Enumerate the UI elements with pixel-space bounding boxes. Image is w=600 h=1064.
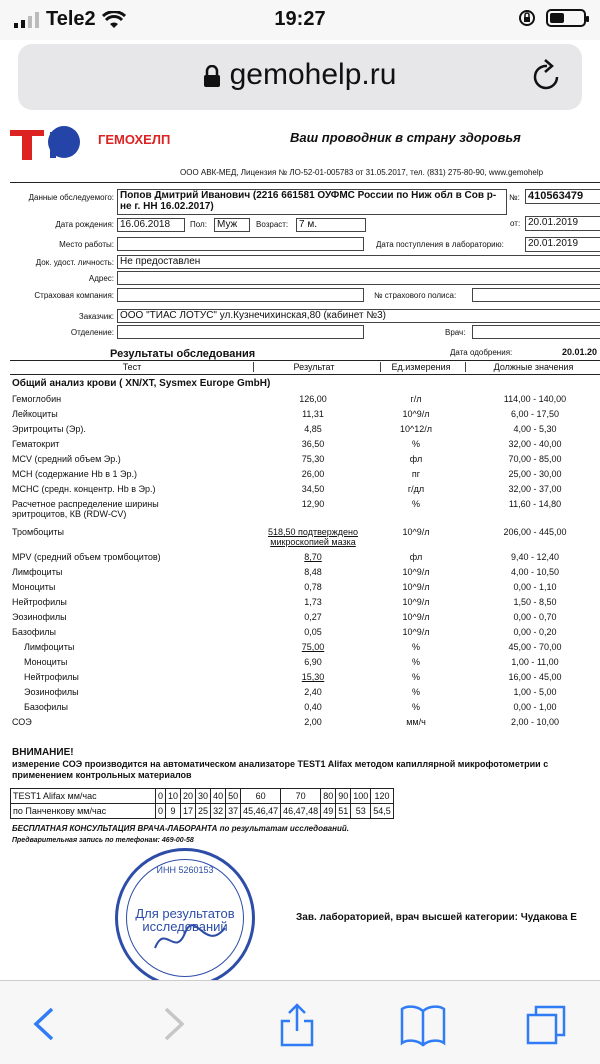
test-name: MPV (средний объем тромбоцитов) bbox=[12, 552, 161, 562]
tabs-icon[interactable] bbox=[522, 1001, 572, 1047]
test-result: 26,00 bbox=[301, 469, 325, 479]
esr-cell: 20 bbox=[181, 789, 196, 804]
sex: Муж bbox=[214, 218, 250, 232]
test-result: 12,90 bbox=[301, 499, 325, 509]
test-reference: 16,00 - 45,00 bbox=[508, 672, 562, 682]
test-result: 15,30 bbox=[301, 672, 325, 682]
test-unit: 10^9/л bbox=[402, 527, 430, 537]
clock: 19:27 bbox=[274, 8, 326, 30]
test-name: Гематокрит bbox=[12, 439, 60, 449]
test-name: MCV (средний объем Эр.) bbox=[12, 454, 121, 464]
age: 7 м. bbox=[296, 218, 366, 232]
esr-cell: 51 bbox=[336, 804, 351, 819]
table-row bbox=[0, 627, 600, 642]
test-name: Эритроциты (Эр). bbox=[12, 424, 86, 434]
test-unit: 10^9/л bbox=[402, 567, 430, 577]
test-reference: 1,00 - 5,00 bbox=[513, 687, 557, 697]
approval-label: Дата одобрения: bbox=[450, 348, 513, 357]
address-field bbox=[117, 271, 600, 285]
esr-cell: 90 bbox=[336, 789, 351, 804]
test-name: Тромбоциты bbox=[12, 527, 65, 537]
test-result: 11,31 bbox=[302, 409, 324, 419]
stamp-text: Для результатов исследований bbox=[135, 906, 235, 934]
gemohelp-logo-icon bbox=[10, 126, 96, 160]
col-result: Результат bbox=[253, 362, 374, 372]
work-field bbox=[117, 237, 364, 251]
esr-cell: 60 bbox=[241, 789, 281, 804]
test-reference: 0,00 - 1,10 bbox=[513, 582, 557, 592]
test-result: 34,50 bbox=[301, 484, 325, 494]
test-unit: пг bbox=[411, 469, 421, 479]
test-result: 0,78 bbox=[304, 582, 322, 592]
test-name: Нейтрофилы bbox=[24, 672, 79, 682]
label-work: Место работы: bbox=[59, 240, 114, 249]
esr-row bbox=[11, 804, 394, 819]
test-reference: 0,00 - 0,70 bbox=[513, 612, 557, 622]
esr-cell: 17 bbox=[181, 804, 196, 819]
table-row bbox=[0, 687, 600, 702]
test-reference: 45,00 - 70,00 bbox=[508, 642, 562, 652]
test-name: Моноциты bbox=[24, 657, 68, 667]
esr-cell: 54,5 bbox=[371, 804, 394, 819]
test-unit: % bbox=[411, 439, 420, 449]
test-name: MCHC (средн. концентр. Hb в Эр.) bbox=[12, 484, 156, 494]
test-unit: % bbox=[411, 672, 420, 682]
divider bbox=[10, 374, 600, 375]
test-name: MCH (содержание Hb в 1 Эр.) bbox=[12, 469, 137, 479]
test-result: 75,00 bbox=[301, 642, 325, 652]
rotation-lock-icon bbox=[518, 9, 536, 27]
test-unit: % bbox=[411, 687, 420, 697]
label-sex: Пол: bbox=[190, 220, 207, 229]
test-result: 6,90 bbox=[304, 657, 322, 667]
section-title: Общий анализ крови ( XN/XT, Sysmex Europe GmbH) bbox=[12, 378, 271, 389]
test-reference: 4,00 - 5,30 bbox=[513, 424, 557, 434]
table-row bbox=[0, 424, 600, 439]
label-insurer: Страховая компания: bbox=[34, 291, 114, 300]
test-result: 8,70 bbox=[304, 552, 322, 562]
test-result: 1,73 bbox=[304, 597, 322, 607]
esr-cell: 53 bbox=[351, 804, 371, 819]
test-name: Лимфоциты bbox=[24, 642, 75, 652]
label-id: Док. удост. личность: bbox=[35, 258, 114, 267]
received-date: 20.01.2019 bbox=[525, 237, 600, 252]
test-reference: 25,00 - 30,00 bbox=[508, 469, 562, 479]
carrier-name: Tele2 bbox=[46, 8, 96, 30]
test-result: 0,27 bbox=[304, 612, 322, 622]
test-name: Лимфоциты bbox=[12, 567, 63, 577]
table-row bbox=[0, 499, 600, 519]
esr-cell: 30 bbox=[196, 789, 211, 804]
test-result: 4,85 bbox=[304, 424, 322, 434]
esr-cell: 0 bbox=[156, 804, 166, 819]
slogan: Ваш проводник в страну здоровья bbox=[290, 130, 521, 145]
test-reference: 32,00 - 37,00 bbox=[508, 484, 562, 494]
notice-title: ВНИМАНИЕ! bbox=[12, 747, 74, 758]
divider bbox=[10, 182, 600, 183]
bookmarks-icon[interactable] bbox=[398, 1001, 448, 1047]
patient-name: Попов Дмитрий Иванович (2216 661581 ОУФМС России по Ниж обл в Сов р-не г. НН 16.02.2017) bbox=[117, 189, 507, 215]
divider bbox=[10, 360, 600, 361]
esr-cell: 10 bbox=[166, 789, 181, 804]
stamp bbox=[115, 848, 255, 980]
col-reference: Должные значения bbox=[465, 362, 600, 372]
test-reference: 70,00 - 85,00 bbox=[508, 454, 562, 464]
esr-cell: 40 bbox=[211, 789, 226, 804]
test-unit: г/дл bbox=[407, 484, 425, 494]
status-right bbox=[518, 9, 586, 27]
test-result: 126,00 bbox=[299, 394, 327, 404]
signature-icon bbox=[150, 918, 230, 958]
test-name: Гемоглобин bbox=[12, 394, 62, 404]
order-date: 20.01.2019 bbox=[525, 216, 600, 231]
test-result: 36,50 bbox=[301, 439, 325, 449]
order-number: 410563479 bbox=[525, 189, 600, 204]
test-unit: 10^9/л bbox=[402, 627, 430, 637]
label-from: от: bbox=[510, 219, 521, 228]
test-result: 2,40 bbox=[304, 687, 322, 697]
test-unit: % bbox=[411, 657, 420, 667]
test-reference: 206,00 - 445,00 bbox=[503, 527, 567, 537]
test-reference: 9,40 - 12,40 bbox=[510, 552, 560, 562]
battery-icon bbox=[546, 9, 586, 27]
label-received: Дата поступления в лабораторию: bbox=[376, 240, 504, 249]
esr-cell: 49 bbox=[321, 804, 336, 819]
test-reference: 6,00 - 17,50 bbox=[510, 409, 560, 419]
table-row bbox=[0, 454, 600, 469]
table-row bbox=[0, 394, 600, 409]
customer: ООО "ТИАС ЛОТУС" ул.Кузнечихинская,80 (кабинет №3) bbox=[117, 309, 600, 323]
test-unit: 10^9/л bbox=[402, 612, 430, 622]
test-result: 518,50 подтверждено микроскопией мазка bbox=[267, 527, 359, 547]
test-name: Расчетное распределение ширины эритроцитов, КВ (RDW-CV) bbox=[12, 499, 159, 519]
stamp-inn: ИНН 5260153 bbox=[156, 865, 214, 875]
test-reference: 11,60 - 14,80 bbox=[508, 499, 562, 509]
esr-cell: 46,47,48 bbox=[281, 804, 321, 819]
test-unit: % bbox=[411, 702, 420, 712]
status-bar bbox=[0, 0, 600, 40]
test-unit: % bbox=[411, 642, 420, 652]
test-reference: 0,00 - 0,20 bbox=[513, 627, 557, 637]
esr-cell: 70 bbox=[281, 789, 321, 804]
esr-cell: 32 bbox=[211, 804, 226, 819]
table-row bbox=[0, 672, 600, 687]
label-doctor: Врач: bbox=[445, 328, 466, 337]
esr-row bbox=[11, 789, 394, 804]
esr-cell: по Панченкову мм/час bbox=[11, 804, 156, 819]
doctor-field bbox=[472, 325, 600, 339]
browser-toolbar bbox=[0, 980, 600, 1064]
results-title: Результаты обследования bbox=[110, 348, 256, 360]
esr-cell: 120 bbox=[371, 789, 394, 804]
department-field bbox=[117, 325, 364, 339]
test-unit: 10^12/л bbox=[400, 424, 432, 434]
test-reference: 0,00 - 1,00 bbox=[513, 702, 557, 712]
test-name: Базофилы bbox=[12, 627, 56, 637]
table-row bbox=[0, 567, 600, 582]
table-row bbox=[0, 439, 600, 454]
test-name: Базофилы bbox=[24, 702, 68, 712]
table-row bbox=[0, 552, 600, 567]
test-result: 8,48 bbox=[304, 567, 322, 577]
label-policy: № страхового полиса: bbox=[374, 291, 457, 300]
test-reference: 32,00 - 40,00 bbox=[508, 439, 562, 449]
label-customer: Заказчик: bbox=[78, 312, 114, 321]
table-row bbox=[0, 469, 600, 484]
test-reference: 2,00 - 10,00 bbox=[510, 717, 560, 727]
test-unit: 10^9/л bbox=[402, 409, 430, 419]
esr-cell: 100 bbox=[351, 789, 371, 804]
forward-icon[interactable] bbox=[146, 1001, 196, 1047]
esr-cell: 37 bbox=[226, 804, 241, 819]
esr-table bbox=[10, 788, 394, 819]
url-text[interactable]: gemohelp.ru bbox=[229, 58, 397, 91]
test-name: Моноциты bbox=[12, 582, 56, 592]
test-reference: 114,00 - 140,00 bbox=[503, 394, 567, 404]
table-row bbox=[0, 702, 600, 717]
esr-cell: 0 bbox=[156, 789, 166, 804]
esr-cell: 45,46,47 bbox=[241, 804, 281, 819]
lab-report-document bbox=[0, 118, 600, 980]
label-age: Возраст: bbox=[256, 220, 289, 229]
test-unit: 10^9/л bbox=[402, 597, 430, 607]
table-row bbox=[0, 582, 600, 597]
back-icon[interactable] bbox=[22, 1001, 72, 1047]
table-row bbox=[0, 642, 600, 657]
reload-icon[interactable] bbox=[532, 58, 562, 92]
free-consultation: БЕСПЛАТНАЯ КОНСУЛЬТАЦИЯ ВРАЧА-ЛАБОРАНТА по результатам исследований. bbox=[12, 824, 349, 833]
table-row bbox=[0, 527, 600, 547]
table-row bbox=[0, 717, 600, 732]
address-bar[interactable] bbox=[18, 44, 582, 110]
esr-cell: TEST1 Alifax мм/час bbox=[11, 789, 156, 804]
test-result: 75,30 bbox=[301, 454, 325, 464]
test-reference: 4,00 - 10,50 bbox=[510, 567, 560, 577]
test-unit: фл bbox=[409, 552, 423, 562]
label-address: Адрес: bbox=[88, 274, 114, 283]
test-result: 0,05 bbox=[304, 627, 322, 637]
table-row bbox=[0, 612, 600, 627]
esr-cell: 50 bbox=[226, 789, 241, 804]
share-icon[interactable] bbox=[272, 1001, 322, 1047]
esr-cell: 25 bbox=[196, 804, 211, 819]
test-reference: 1,00 - 11,00 bbox=[511, 657, 559, 667]
esr-cell: 9 bbox=[166, 804, 181, 819]
logo-text: ГЕМОХЕЛП bbox=[98, 132, 171, 147]
test-result: 0,40 bbox=[304, 702, 322, 712]
dob: 16.06.2018 bbox=[117, 218, 185, 232]
col-test: Тест bbox=[122, 362, 142, 372]
esr-cell: 80 bbox=[321, 789, 336, 804]
lock-icon bbox=[204, 65, 220, 87]
test-unit: фл bbox=[409, 454, 423, 464]
license-line: ООО АВК-МЕД, Лицензия № ЛО-52-01-005783 от 31.05.2017, тел. (831) 275-80-90, www.gemohelp bbox=[180, 168, 544, 177]
test-unit: 10^9/л bbox=[402, 582, 430, 592]
test-name: Эозинофилы bbox=[12, 612, 67, 622]
phone-line: Предварительная запись по телефонам: 469-00-58 bbox=[12, 837, 194, 844]
label-dob: Дата рождения: bbox=[55, 220, 114, 229]
test-unit: мм/ч bbox=[406, 717, 426, 727]
insurer-field bbox=[117, 288, 364, 302]
test-name: Лейкоциты bbox=[12, 409, 58, 419]
table-row bbox=[0, 597, 600, 612]
notice-text: измерение СОЭ производится на автоматическом анализаторе TEST1 Alifax методом капиллярной микрофотометрии с применением контрольных материалов bbox=[12, 759, 549, 780]
label-patient: Данные обследуемого: bbox=[28, 193, 114, 202]
head-signature: Зав. лабораторией, врач высшей категории: Чудакова Е bbox=[296, 912, 577, 923]
table-row bbox=[0, 484, 600, 499]
test-result: 2,00 bbox=[304, 717, 322, 727]
test-name: СОЭ bbox=[12, 717, 32, 727]
test-name: Нейтрофилы bbox=[12, 597, 67, 607]
id-document: Не предоставлен bbox=[117, 255, 600, 269]
test-name: Эозинофилы bbox=[24, 687, 79, 697]
test-unit: % bbox=[411, 499, 420, 509]
label-department: Отделение: bbox=[70, 328, 114, 337]
approval-date: 20.01.20 bbox=[562, 347, 598, 357]
label-no: №: bbox=[509, 193, 520, 202]
test-reference: 1,50 - 8,50 bbox=[513, 597, 557, 607]
table-row bbox=[0, 409, 600, 424]
table-row bbox=[0, 657, 600, 672]
policy-field bbox=[472, 288, 600, 302]
col-unit: Ед.измерения bbox=[380, 362, 461, 372]
test-unit: г/л bbox=[410, 394, 422, 404]
